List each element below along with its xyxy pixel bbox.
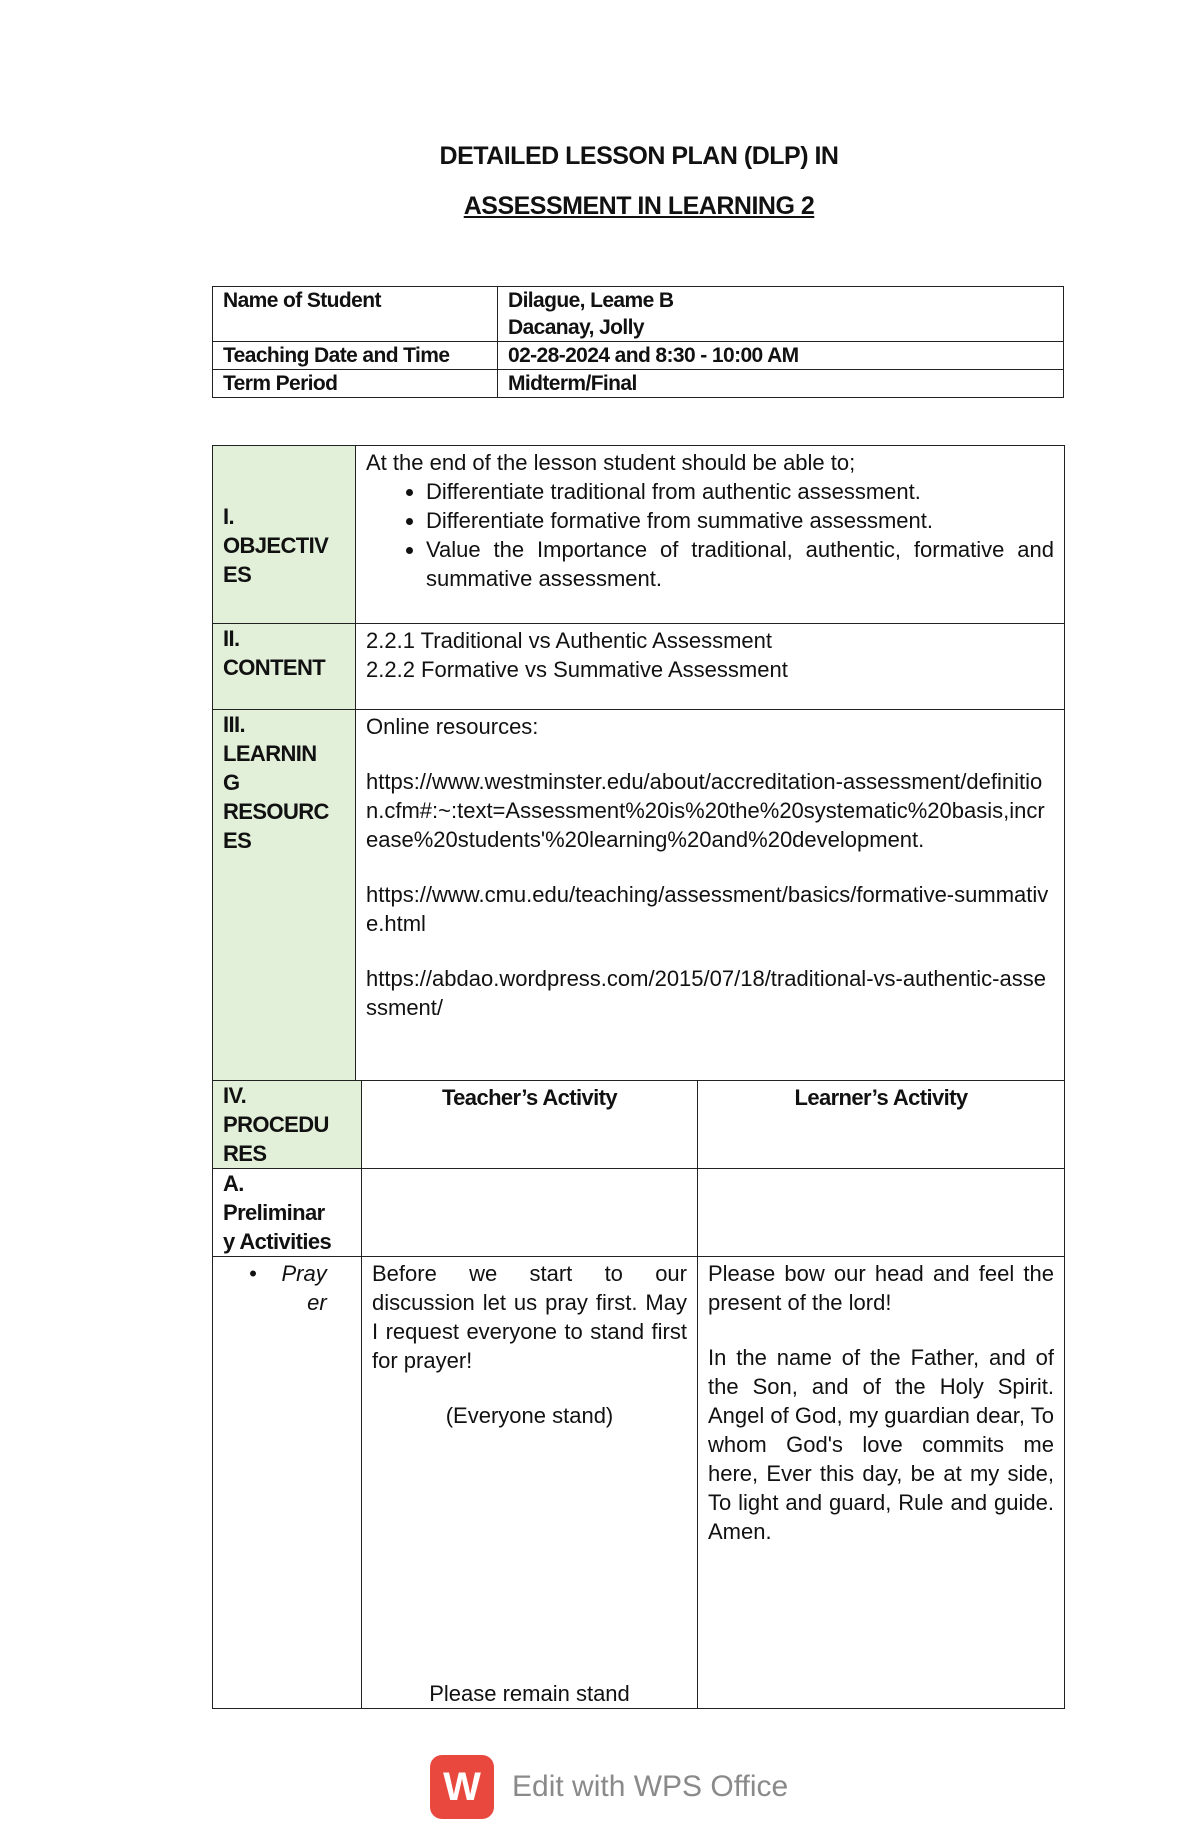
preliminary-learner-cell	[698, 1169, 1065, 1257]
teacher-closing-text: Please remain stand	[429, 1681, 630, 1706]
term-value: Midterm/Final	[498, 370, 1064, 398]
resources-content	[356, 710, 1065, 1081]
resources-row	[213, 710, 1065, 1081]
content-item: 2.2.1 Traditional vs Authentic Assessment	[366, 628, 773, 653]
student-label: Name of Student	[213, 287, 498, 342]
student-name-1: Dilague, Leame B	[508, 289, 674, 312]
learner-prayer-text: In the name of the Father, and of the Son, and of the Holy Spirit. Angel of God, my guardian dear, To whom God's love commits me here, Ever this day, be at my side, To light and guard, Rule and guide. Amen.	[708, 1345, 1054, 1544]
procedures-header-row	[213, 1081, 1065, 1169]
wps-watermark-text: Edit with WPS Office	[512, 1770, 789, 1803]
bullet-icon: •	[249, 1261, 257, 1286]
learner-prayer-instruction: Please bow our head and feel the present of the lord!	[708, 1261, 1054, 1315]
objectives-list	[366, 477, 1054, 593]
content-row	[213, 624, 1065, 710]
resources-label: III. LEARNIN G RESOURC ES	[213, 710, 356, 1081]
info-table	[212, 286, 1064, 398]
prayer-label-cell	[213, 1257, 362, 1709]
content-item: 2.2.2 Formative vs Summative Assessment	[366, 657, 788, 682]
objectives-label: I. OBJECTIV ES	[213, 446, 356, 624]
teacher-activity-header: Teacher’s Activity	[362, 1081, 698, 1169]
objective-item: • Differentiate traditional from authentic assessment.	[426, 477, 1054, 506]
objective-item: • Differentiate formative from summative assessment.	[426, 506, 1054, 535]
teacher-stage-direction: (Everyone stand)	[445, 1403, 614, 1428]
resources-intro: Online resources:	[366, 714, 539, 739]
term-row	[213, 370, 1064, 398]
resource-link-3[interactable]: https://abdao.wordpress.com/2015/07/18/traditional-vs-authentic-assessment/	[366, 966, 1046, 1020]
lesson-plan-table	[212, 445, 1065, 1709]
date-label: Teaching Date and Time	[213, 342, 498, 370]
preliminary-teacher-cell	[362, 1169, 698, 1257]
term-label: Term Period	[213, 370, 498, 398]
objectives-intro: At the end of the lesson student should be able to;	[366, 450, 856, 475]
prayer-row	[213, 1257, 1065, 1709]
preliminary-label: A. Preliminar y Activities	[213, 1169, 362, 1257]
student-name-2: Dacanay, Jolly	[508, 316, 644, 339]
content-label: II. CONTENT	[213, 624, 356, 710]
resource-link-1[interactable]: https://www.westminster.edu/about/accreditation-assessment/definition.cfm#:~:text=Assessment%20is%20the%20systematic%20basis,increase%20students'%20learning%20and%20development.	[366, 769, 1045, 852]
preliminary-row	[213, 1169, 1065, 1257]
teacher-prayer-text: Before we start to our discussion let us pray first. May I request everyone to stand first for prayer!	[372, 1261, 687, 1373]
procedures-label: IV. PROCEDU RES	[213, 1081, 362, 1169]
student-names	[498, 287, 1064, 342]
prayer-learner-cell	[698, 1257, 1065, 1709]
resource-link-2[interactable]: https://www.cmu.edu/teaching/assessment/basics/formative-summative.html	[366, 882, 1049, 936]
document-title: DETAILED LESSON PLAN (DLP) IN	[439, 142, 839, 170]
wps-watermark[interactable]	[430, 1752, 788, 1822]
objectives-row	[213, 446, 1065, 624]
objective-item: • Value the Importance of traditional, authentic, formative and summative assessment.	[426, 535, 1054, 593]
content-list	[356, 624, 1065, 710]
wps-logo-icon: W	[430, 1755, 494, 1819]
objectives-content	[356, 446, 1065, 624]
prayer-label: Prayer	[281, 1261, 327, 1315]
document-subtitle: ASSESSMENT IN LEARNING 2	[463, 192, 815, 220]
learner-activity-header: Learner’s Activity	[698, 1081, 1065, 1169]
date-row	[213, 342, 1064, 370]
date-value: 02-28-2024 and 8:30 - 10:00 AM	[498, 342, 1064, 370]
prayer-teacher-cell	[362, 1257, 698, 1709]
student-row	[213, 287, 1064, 342]
